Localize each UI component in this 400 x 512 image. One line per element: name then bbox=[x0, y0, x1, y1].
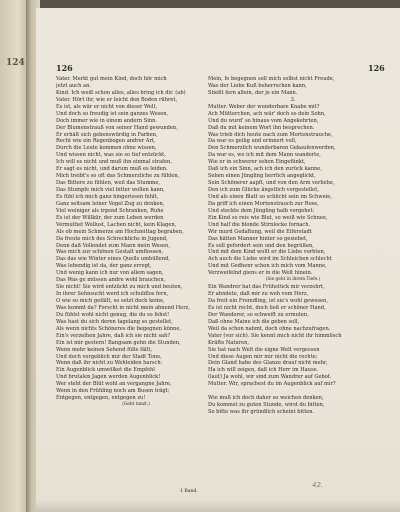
text-line: Ein Wandrer hat das Frühstück mir verzehrt, bbox=[208, 284, 325, 291]
text-line: Es ist, als wär er nicht von dieser Welt, bbox=[56, 103, 158, 110]
text-line: Was trieb dich heute nach zum Mortenstrauche, bbox=[208, 131, 333, 138]
left-text-column bbox=[56, 76, 216, 409]
pencil-note: 42. bbox=[312, 481, 324, 489]
text-line: Der Wanderer, so schweift zu ermuten, bbox=[208, 311, 309, 318]
left-page-number: 124 bbox=[6, 58, 25, 68]
text-line bbox=[208, 388, 378, 395]
text-line: Da war es, wo ich mit dem Mann wanderte, bbox=[208, 152, 321, 159]
text-line: Und diese Augen mir mir nicht die rechte; bbox=[208, 353, 318, 360]
text-line: Mich treibt's so oft das Schmerzliche zu fühlen, bbox=[56, 173, 180, 180]
text-line: Was mich zur schönen Gestalt umflossen, bbox=[56, 249, 164, 256]
text-line: Viel weiniger als irgend Schranken, Ruhe bbox=[56, 207, 164, 214]
text-line: Du kommst zu guten Stunde, wirst du bitten, bbox=[208, 402, 325, 409]
text-line: Daß ich ein Sinn, ach ich den zurück kanne, bbox=[208, 166, 322, 173]
text-line: Das Stumpfe mich viel bitter wollen kann, bbox=[56, 187, 165, 193]
text-line: Wenn in den Frühling noch am Busen trägt; bbox=[56, 388, 170, 395]
text-line: 3. bbox=[290, 96, 296, 103]
text-line: Wie er in schwerer sehen Eingefünkt, bbox=[208, 159, 306, 166]
text-line: Sie hat nach Welt die eigne Welt vergessen bbox=[208, 346, 320, 353]
text-line: Da freute mich des Schrecklichs in Jugend, bbox=[56, 235, 168, 242]
text-line: Als wenn nichts Schöneres die begegnen könne, bbox=[56, 325, 181, 332]
text-line: Es soll gefordert sein und den begrüßen, bbox=[208, 242, 314, 249]
text-line: Es ist der Willkür, der zum Leben werden bbox=[56, 214, 164, 221]
text-line: Kräfte Naturen, bbox=[208, 339, 250, 346]
text-line: Vater (vor sich). Sie kennt mich nicht ihr himmlisch bbox=[208, 332, 342, 339]
text-line: Den ich zum Glücke ängstlich vorgestellet, bbox=[208, 187, 319, 193]
text-line: Wir murd Gedaltung, weil die Eiferstadt bbox=[208, 228, 312, 235]
page-number-right: 126 bbox=[368, 63, 385, 73]
text-line: Ganz seltsam leiner Vogel Zug zu denken, bbox=[56, 200, 165, 207]
text-line: Mein, fo begegnen soll mich selbst nicht Freude, bbox=[208, 76, 335, 82]
page-number-left: 126 bbox=[56, 63, 73, 73]
text-line: Durch die Leute kommen ohne wissen, bbox=[56, 145, 157, 152]
text-line: Es ist nicht recht, doch ließ er schöner Hand, bbox=[208, 304, 326, 311]
text-line: Und mit dem Kind wollt er die Liebe vorhten, bbox=[208, 249, 326, 256]
text-line: Was lebendig ist da, der ganz erregt, bbox=[56, 263, 152, 270]
text-line: jetzt auch an. bbox=[56, 82, 91, 89]
text-line: Ein ist mir gestern! Bangsam gehn die Stunden, bbox=[56, 339, 181, 346]
text-line: Und steckte dem Jüngling halb vorgehet: bbox=[208, 207, 315, 214]
text-line: (Sie geht in ihrem Tiefe.) bbox=[265, 277, 321, 283]
text-line: Und brutalen Jagen werden Augenblick! bbox=[56, 374, 161, 381]
text-line: Er sagt es nicht, und darum muß es leiden. bbox=[56, 166, 168, 173]
text-line: Das das wie Winter eines Quells umhüllend, bbox=[56, 256, 170, 263]
text-line: Ach auch die Liebe wird im Schleichen schlecht bbox=[208, 256, 332, 263]
text-line: Und mit Gedhenr schon ich mich vom Manne, bbox=[208, 263, 327, 270]
text-line: Das Was ge müssen andre wohl brauchen, bbox=[56, 277, 166, 284]
text-line: Dein Gland habe des Glanze drauf nicht mehr, bbox=[208, 360, 328, 367]
text-line: Das Bittere zu fühlen, weil das Stumme, bbox=[56, 180, 160, 187]
text-line: Ein Kind so reis wie Blut, so weiß wie Schnee, bbox=[208, 214, 328, 221]
text-line: Daß du mit keinem Wort ihn besprechen. bbox=[208, 124, 315, 131]
text-line: Und doch vergeblich mir der Stadt Tone, bbox=[56, 353, 162, 360]
text-line: Der Blumenstrauß von seiner Hand gewunden, bbox=[56, 124, 178, 131]
text-line: Vater. Hört ihr, wie er leicht den Boden rühret, bbox=[56, 96, 178, 103]
catchword: 1 Band. bbox=[180, 489, 198, 494]
text-line: Ein Augenblick umwölket die Empfehl bbox=[56, 367, 155, 374]
text-line: Was kommt da? Forscht in nicht mein ahnend Herz, bbox=[56, 304, 190, 311]
text-line: Da freit ein Fremdling, ist sie's wohl gewesen, bbox=[208, 298, 328, 304]
text-line: Mutter. Weber der wunderbare Knabe mit? bbox=[208, 103, 320, 110]
text-line: Er erhält sich gebenswürdig in Farben, bbox=[56, 131, 158, 138]
text-line: Daß ohne Maine ich die geben soll, bbox=[208, 318, 300, 325]
text-line: Ich will es nicht und muß ihn einmal strafen, bbox=[56, 159, 172, 166]
text-line: Da griff ich einen Mortenstrauch zur Rose, bbox=[208, 200, 319, 207]
text-line: Das hätten Manner hinter so gesiebet, bbox=[208, 235, 308, 242]
text-line: Du fühlst wohl nicht genug, die du so fehst! bbox=[56, 311, 170, 318]
text-line: Ha ich will zeigen, daß ich Herr im Hause. bbox=[208, 367, 319, 374]
text-line: (Geht tanzt.) bbox=[122, 402, 150, 408]
text-line: Kind. Ich weiß schon alles, alles bring ich dir. (ab) bbox=[56, 89, 186, 96]
text-line: Denn daß Vollendet zum Mann mein Wesen, bbox=[56, 242, 170, 249]
text-line: Weil da schon nahmt, doch ohne nachzufragen. bbox=[208, 325, 331, 332]
text-line: Recht wie ein Regenbogen andrer Art, bbox=[56, 138, 156, 145]
text-line: Ein's verzeihen Jahre, daß ich sie nicht sah? bbox=[56, 332, 171, 339]
page-shadow bbox=[36, 500, 400, 512]
text-line: Den Schmerzlich wunderbaren Gekaufenwerden, bbox=[208, 145, 336, 152]
text-line: Wer steht der Blüt wohl an vergangne Jahre, bbox=[56, 381, 172, 388]
text-line: Vater. Merkt gut mein Kind, doch hör mich bbox=[56, 76, 167, 82]
text-line: Stießt fern allein, der je ein Mann. bbox=[208, 89, 298, 96]
text-line: In ihrer Sehnsucht werd ich schuldlos fern, bbox=[56, 291, 169, 298]
text-line: (laut) Ja wohl, wir sind zum Wandrer auf Gebot. bbox=[208, 374, 332, 381]
text-line: Und wissen nicht, was sie so tief entzückt, bbox=[56, 152, 166, 159]
text-line: Wenn mehr keinen Sehend fülle fällt, bbox=[56, 346, 152, 353]
text-line: Er ahndete, daß mir zu weh vom Herz, bbox=[208, 291, 309, 298]
text-line: Und half die blonde Stirnlocke fornach. bbox=[208, 221, 311, 228]
text-line: Wie muß ich doch daher so weichen denken, bbox=[208, 395, 324, 402]
text-line: Entgegen, entgegen, entgegen zu! bbox=[56, 395, 146, 402]
text-line: Doch immer wie in einem andern Sinn. bbox=[56, 117, 158, 124]
right-text-column bbox=[208, 76, 378, 416]
text-line: Was der Liebe Kuß beherrschen kann, bbox=[208, 82, 307, 89]
text-line: Verzweifelnd giens er in die Welt hinein. bbox=[208, 270, 313, 277]
text-line: Sehen einen Jüngling herrlich angeglickt, bbox=[208, 173, 316, 180]
text-line: Was hast du sich deren tagelang so gestellet, bbox=[56, 318, 173, 325]
text-line: Als ob mein Schmerze am Hochzeittag begraben, bbox=[56, 228, 184, 235]
text-line: So bitte was ihr gründlich scheint bitten. bbox=[208, 409, 315, 415]
text-line: Sein Schönerer aapft, und von den Arm verliehe, bbox=[208, 180, 335, 187]
text-line: Vermuthet Wollust, Lachen nicht, kein Klagen, bbox=[56, 221, 177, 228]
text-line: Und doch so freudig ist sein ganzes Wesen, bbox=[56, 110, 169, 117]
text-line: Ach Mütterchen, ach wär' doch so dein Sohn, bbox=[208, 110, 326, 117]
text-line: Sie nicht! Sie wird entzückt zu mich und beuten, bbox=[56, 284, 183, 291]
text-line: O wie so mich gefällt, so setzt doch keine, bbox=[56, 298, 165, 304]
text-line: Da war es geilig und erinnert voll, bbox=[208, 138, 297, 145]
text-line: Mutter. Wir, sprachest du im Augenblick auf mir? bbox=[208, 381, 336, 388]
text-line: Und du wurd' so hinaus vom Angekehrten, bbox=[208, 117, 319, 124]
text-line: Es fühl ich mich ganz hingerissen fehlt, bbox=[56, 193, 159, 200]
text-line: Und als einen Blatt so schlicht sein im Schweie, bbox=[208, 193, 332, 200]
text-line: Und wenig kann ich nur von allem sagen, bbox=[56, 270, 164, 277]
text-line: Wenn daß ihr nicht zu Wehleiden harsch: bbox=[56, 360, 163, 367]
